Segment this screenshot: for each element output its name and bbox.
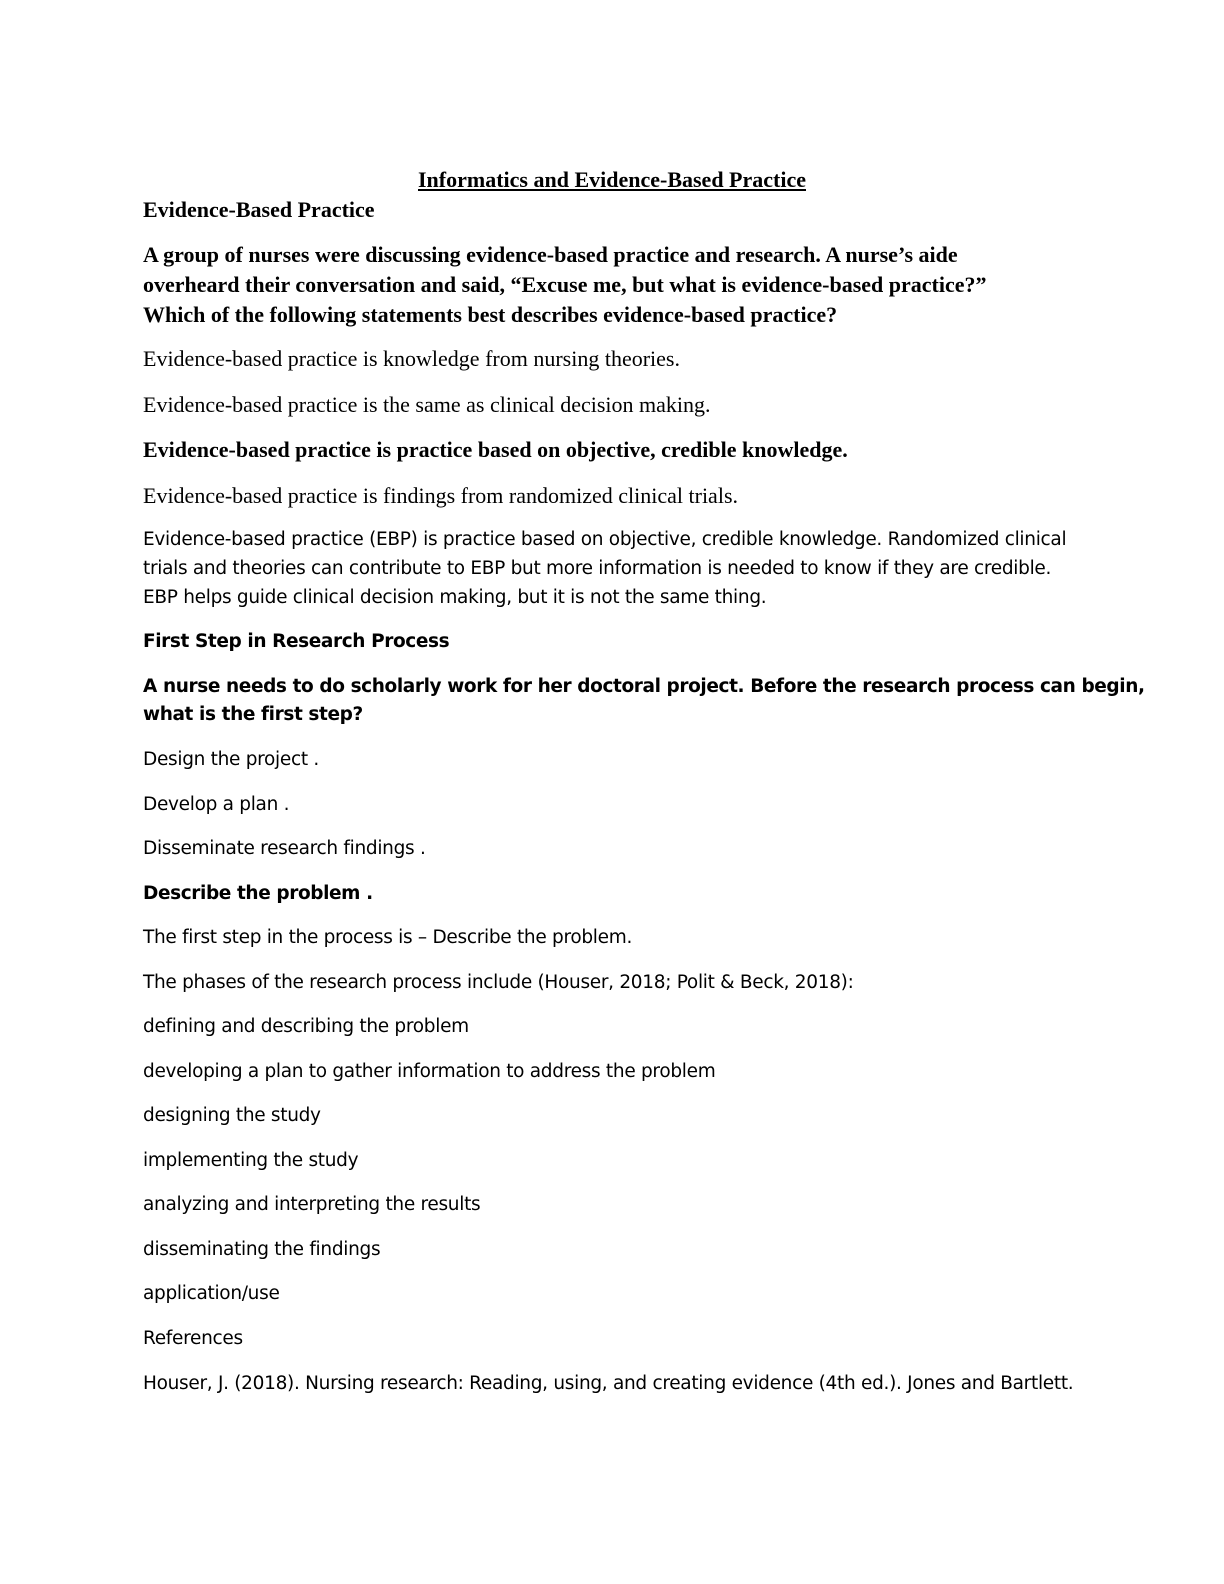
phase-item: designing the study [143,1105,321,1126]
question-line: A group of nurses were discussing evidence-based practice and research. A nurse’s aide [143,242,958,267]
explanation-line: Evidence-based practice (EBP) is practice based on objective, credible knowledge. Randomized clinical [143,529,1067,550]
correct-answer-option: Evidence-based practice is practice based on objective, credible knowledge. [143,437,848,462]
question-line: what is the first step? [143,704,363,725]
section-heading-first-step: First Step in Research Process [143,631,450,652]
document-title: Informatics and Evidence-Based Practice [418,167,806,192]
explanation-line: EBP helps guide clinical decision making, but it is not the same thing. [143,587,767,608]
phase-item: analyzing and interpreting the results [143,1194,481,1215]
reference-item: Houser, J. (2018). Nursing research: Reading, using, and creating evidence (4th ed.). Jones and Bartlett. [143,1373,1074,1394]
phases-intro: The phases of the research process include (Houser, 2018; Polit & Beck, 2018): [143,972,854,993]
references-heading: References [143,1328,243,1349]
question-line: Which of the following statements best describes evidence-based practice? [143,302,838,327]
phase-item: developing a plan to gather information to address the problem [143,1061,716,1082]
answer-option: Disseminate research findings . [143,838,426,859]
correct-answer-option: Describe the problem . [143,883,373,904]
answer-option: Evidence-based practice is the same as clinical decision making. [143,392,711,417]
answer-option: Develop a plan . [143,794,290,815]
explanation-line: trials and theories can contribute to EBP but more information is needed to know if they are credible. [143,558,1052,579]
question-line: overheard their conversation and said, “Excuse me, but what is evidence-based practice?” [143,272,987,297]
section-heading-evidence-based-practice: Evidence-Based Practice [143,197,375,222]
phase-item: application/use [143,1283,280,1304]
phase-item: implementing the study [143,1150,359,1171]
answer-option: Evidence-based practice is findings from randomized clinical trials. [143,483,738,508]
phase-item: defining and describing the problem [143,1016,469,1037]
phase-item: disseminating the findings [143,1239,381,1260]
question-line: A nurse needs to do scholarly work for her doctoral project. Before the research process can begin, [143,676,1145,697]
answer-option: Design the project . [143,749,319,770]
answer-statement: The first step in the process is – Describe the problem. [143,927,633,948]
answer-option: Evidence-based practice is knowledge from nursing theories. [143,346,680,371]
